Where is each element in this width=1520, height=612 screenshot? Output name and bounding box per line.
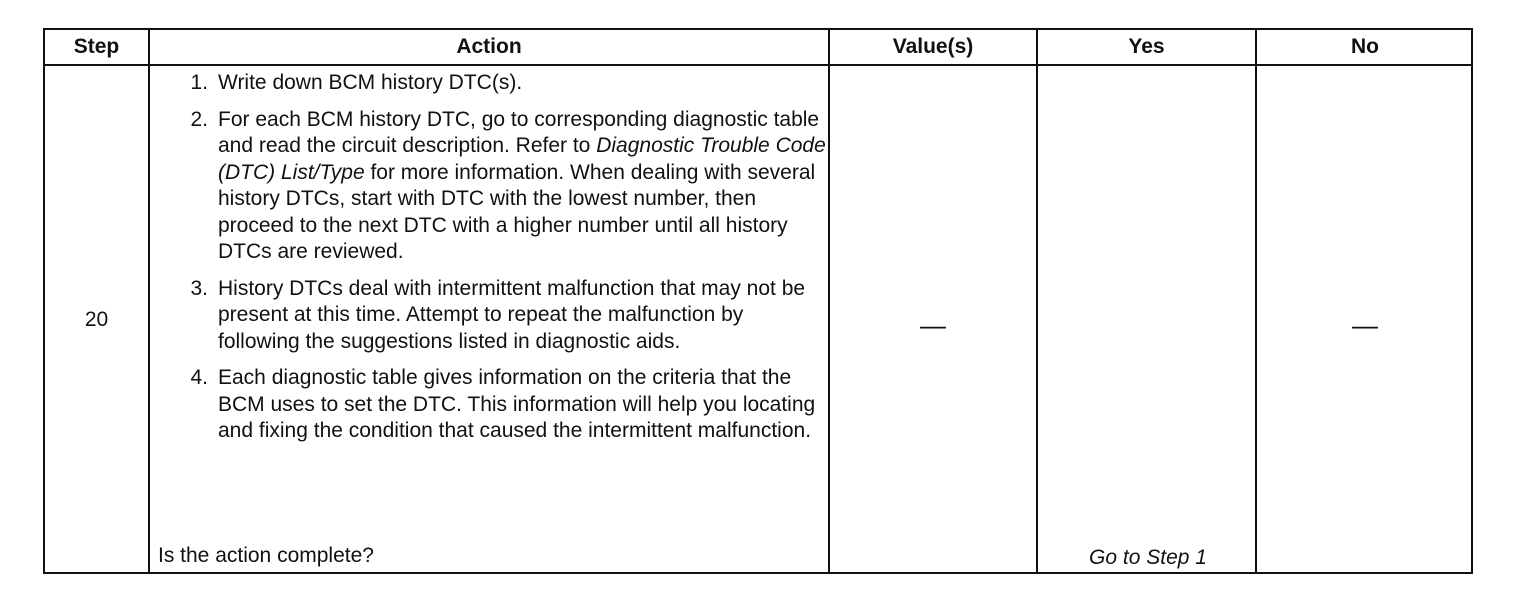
action-item-text: History DTCs deal with intermittent malfunction that may not be present at this time. Attempt to repeat the malfunction by following the suggestions listed in diagnostic aids. [218,276,806,353]
action-item-text-part: for more information. When dealing with several history DTCs, start with DTC with the lowest number, then proceed to the next DTC with a higher number until all history DTCs are reviewed. [218,160,816,263]
diagnostic-table [43,28,1473,574]
action-item-number: 4. [190,366,208,389]
action-item-text: Each diagnostic table gives information on the criteria that the BCM uses to set the DTC. This information will help you locating and fixing the condition that caused the intermittent malfunction. [218,366,816,442]
dtc-list-reference: Diagnostic Trouble Code (DTC) List/Type [218,134,826,184]
no-dash: — [1352,310,1378,340]
column-divider [1255,30,1257,572]
header-step: Step [73,35,120,58]
action-item-text: Write down BCM history DTC(s). [218,71,523,94]
action-item-number: 3. [190,276,208,300]
column-divider [148,30,150,572]
step-number: 20 [84,308,109,331]
action-question: Is the action complete? [158,544,374,567]
header-action: Action [456,35,522,58]
header-yes: Yes [1128,35,1165,58]
action-item-number: 2. [190,107,208,131]
header-divider [45,64,1471,66]
header-no: No [1351,35,1379,58]
column-divider [1036,30,1038,572]
values-dash: — [920,310,946,340]
action-list [158,70,830,455]
action-item-text-part: For each BCM history DTC, go to corresponding diagnostic table and read the circuit description. Refer to [218,107,820,157]
action-item [158,107,830,266]
action-item-text [218,107,830,266]
yes-go-to-step: Go to Step 1 [1089,546,1207,569]
action-item [158,365,830,445]
action-item [158,70,830,97]
action-item [158,276,830,356]
action-item-number: 1. [190,71,208,94]
header-values: Value(s) [892,35,974,58]
